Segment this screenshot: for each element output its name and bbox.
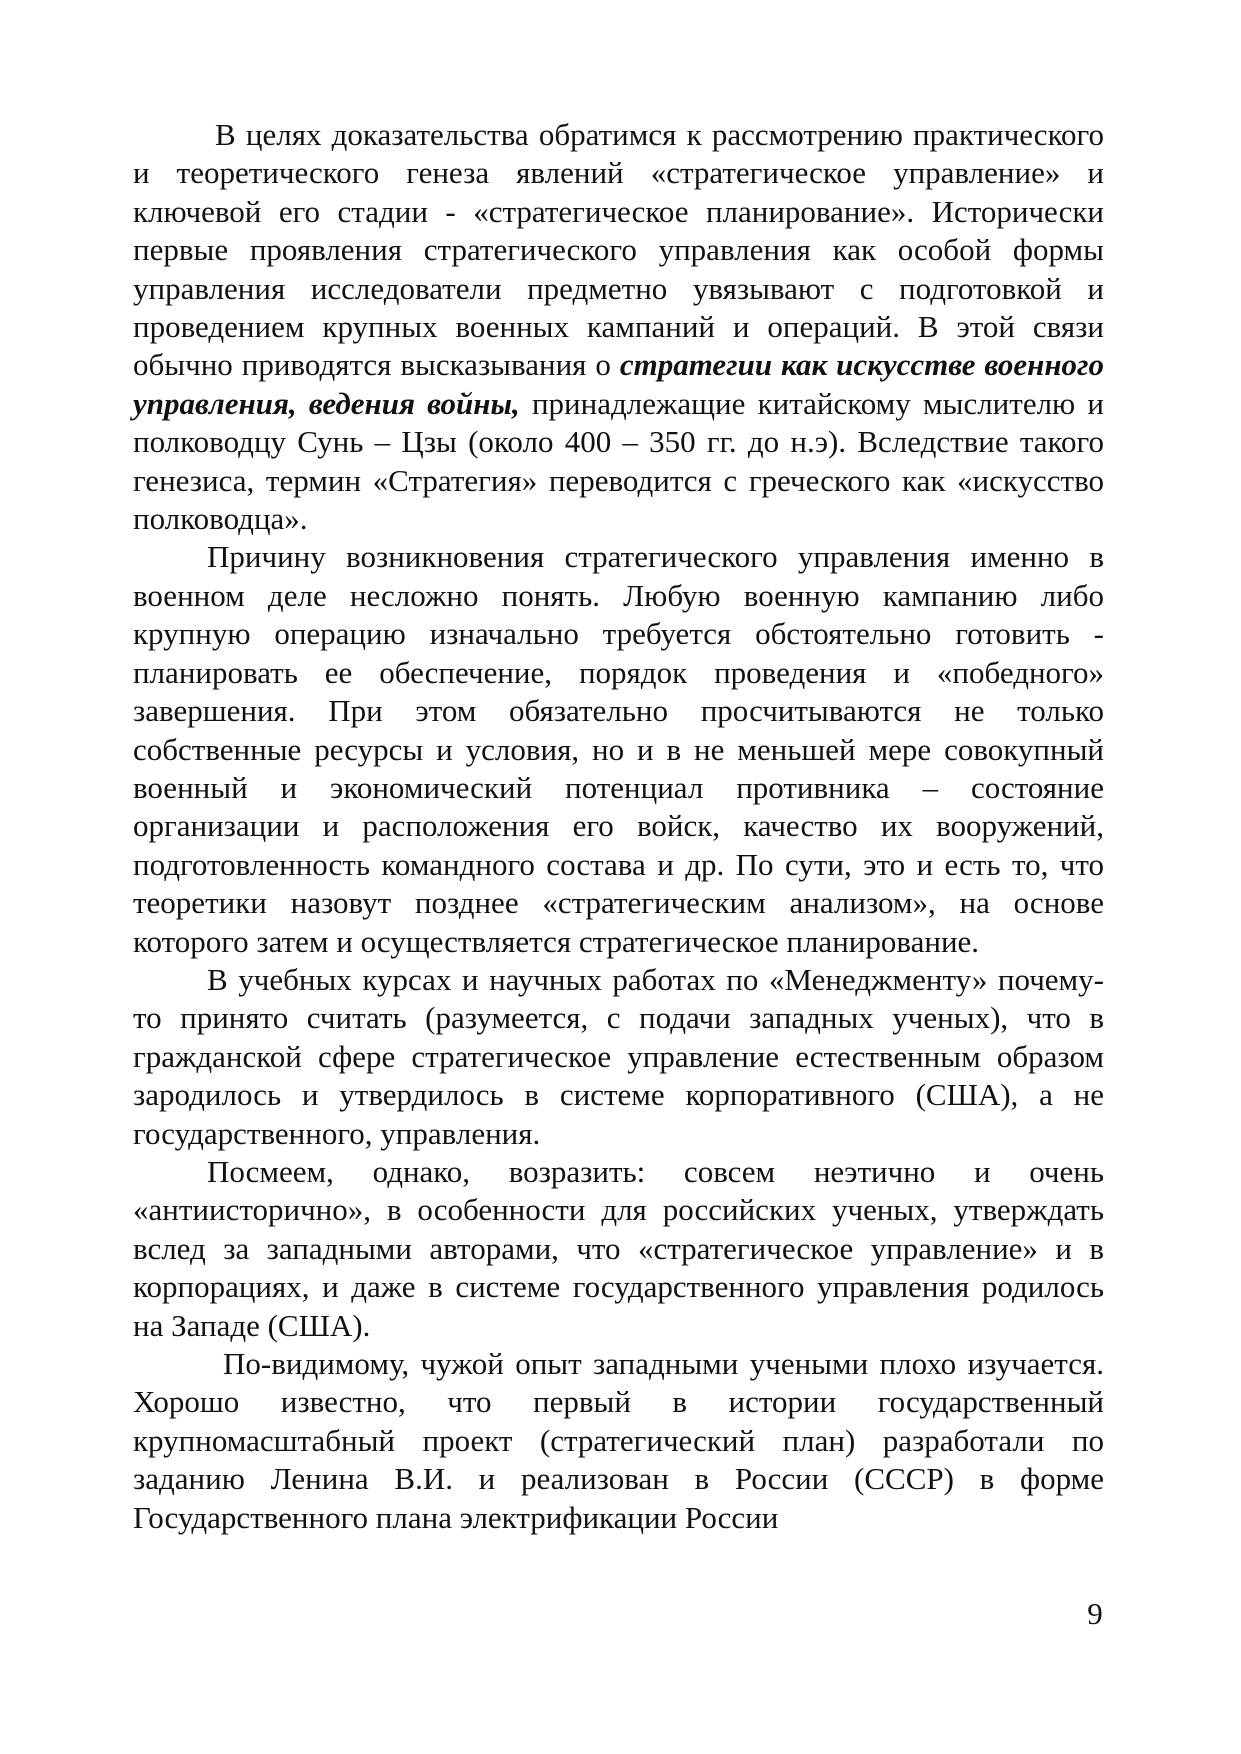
paragraph-text: принадлежащие китайскому мыслителю и полководцу Сунь – Цзы (около 400 – 350 гг. до н.э). Вследствие такого генезиса, термин «Стратегия» переводится с греческого как «искусство полководца». xyxy=(133,385,1104,537)
page-number: 9 xyxy=(1087,1596,1103,1631)
paragraph-objection: Посмеем, однако, возразить: совсем неэтично и очень «антиисторично», в особенности для российских ученых, утверждать вслед за западными авторами, что «стратегическое управление» и в корпорациях, и даже в системе государственного управления родилось на Западе (США). xyxy=(133,1153,1104,1343)
paragraph-strategy-origins xyxy=(133,116,1104,538)
paragraph-military-reason: Причину возникновения стратегического управления именно в военном деле несложно понять. Любую военную кампанию либо крупную операцию изначально требуется обстоятельно готовить - планировать ее обеспечение, порядок проведения и «победного» завершения. При этом обязательно просчитываются не только собственные ресурсы и условия, но и в не меньшей мере совокупный военный и экономический потенциал противника – состояние организации и расположения его войск, качество их вооружений, подготовленность командного состава и др. По сути, это и есть то, что теоретики назовут позднее «стратегическим анализом», на основе которого затем и осуществляется стратегическое планирование. xyxy=(133,539,1104,959)
paragraph-text: В целях доказательства обратимся к рассмотрению практического и теоретического генеза явлений «стратегическое управление» и ключевой его стадии - «стратегическое планирование». Исторически первые проявления стратегического управления как особой формы управления исследователи предметно увязывают с подготовкой и проведением крупных военных кампаний и операций. В этой связи обычно приводятся высказывания о xyxy=(133,117,1104,383)
emphasized-phrase: стратегии как искусстве военного управления, ведения войны, xyxy=(133,347,1105,421)
paragraph-management-courses: В учебных курсах и научных работах по «Менеджменту» почему-то принято считать (разумеется, с подачи западных ученых), что в гражданской сфере стратегическое управление естественным образом зародилось и утвердилось в системе корпоративного (США), а не государственного, управления. xyxy=(133,961,1104,1151)
paragraph-goelro: По-видимому, чужой опыт западными учеными плохо изучается. Хорошо известно, что первый в истории государственный крупномасштабный проект (стратегический план) разработали по заданию Ленина В.И. и реализован в России (СССР) в форме Государственного плана электрификации России xyxy=(133,1346,1104,1535)
page-body xyxy=(133,116,1104,1537)
